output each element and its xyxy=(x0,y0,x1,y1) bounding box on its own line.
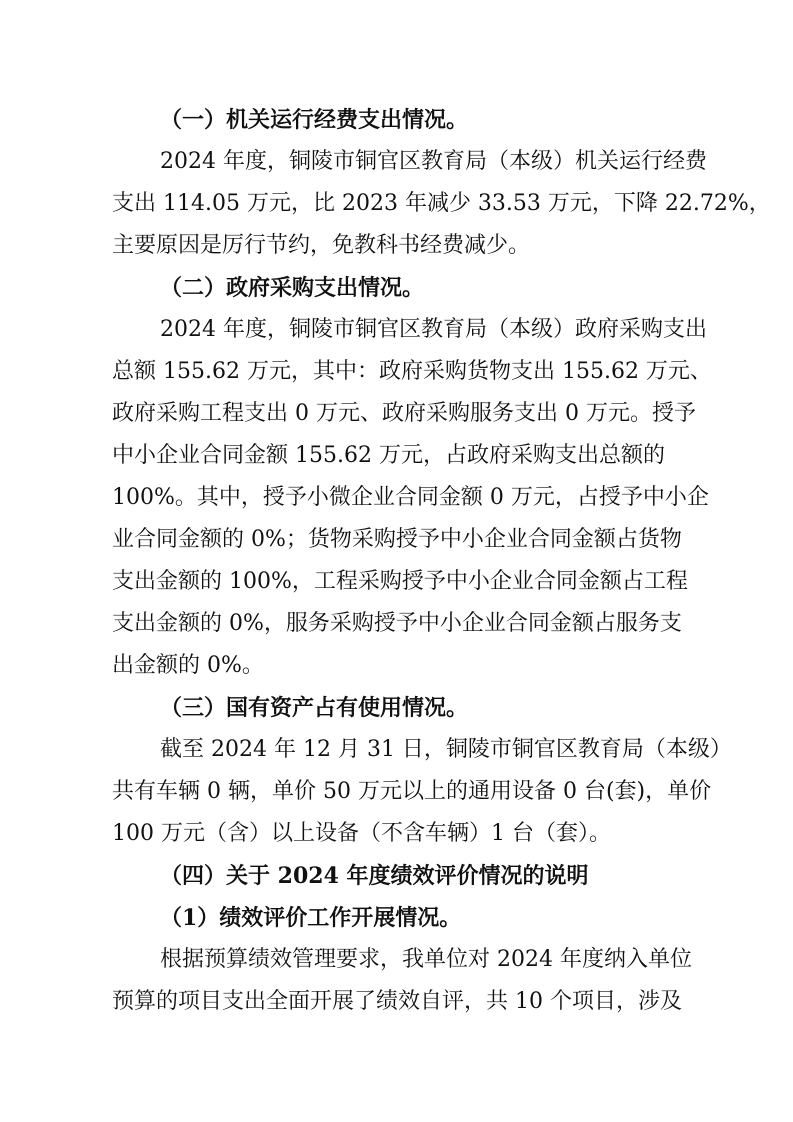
paragraph-line: 2024 年度，铜陵市铜官区教育局（本级）政府采购支出 xyxy=(160,317,707,342)
paragraph-line: 100 万元（含）以上设备（不含车辆）1 台（套）。 xyxy=(112,821,611,846)
paragraph-line: 支出 114.05 万元，比 2023 年减少 33.53 万元，下降 22.72%， xyxy=(112,191,771,216)
section-heading-1: （一）机关运行经费支出情况。 xyxy=(160,107,469,133)
paragraph-line: 中小企业合同金额 155.62 万元，占政府采购支出总额的 xyxy=(112,443,665,468)
paragraph-line: 2024 年度，铜陵市铜官区教育局（本级）机关运行经费 xyxy=(160,149,707,174)
section-heading-3: （三）国有资产占有使用情况。 xyxy=(160,695,469,721)
paragraph-line: 支出金额的 100%，工程采购授予中小企业合同金额占工程 xyxy=(112,569,688,594)
paragraph-line: 业合同金额的 0%；货物采购授予中小企业合同金额占货物 xyxy=(112,527,682,552)
paragraph-line: 支出金额的 0%，服务采购授予中小企业合同金额占服务支 xyxy=(112,611,682,636)
paragraph-line: 主要原因是厉行节约，免教科书经费减少。 xyxy=(112,233,531,258)
paragraph-line: 总额 155.62 万元，其中：政府采购货物支出 155.62 万元、 xyxy=(112,359,712,384)
paragraph-line: 100%。其中，授予小微企业合同金额 0 万元，占授予中小企 xyxy=(112,485,709,510)
section-heading-4: （四）关于 2024 年度绩效评价情况的说明 xyxy=(160,863,589,889)
subsection-heading-1: （1）绩效评价工作开展情况。 xyxy=(160,905,462,931)
paragraph-line: 共有车辆 0 辆，单价 50 万元以上的通用设备 0 台(套)，单价 xyxy=(112,779,712,804)
paragraph-line: 截至 2024 年 12 月 31 日，铜陵市铜官区教育局（本级） xyxy=(160,737,732,762)
paragraph-line: 根据预算绩效管理要求，我单位对 2024 年度纳入单位 xyxy=(160,947,692,972)
paragraph-line: 出金额的 0%。 xyxy=(112,653,264,678)
section-heading-2: （二）政府采购支出情况。 xyxy=(160,275,425,301)
paragraph-line: 预算的项目支出全面开展了绩效自评，共 10 个项目，涉及 xyxy=(112,989,682,1014)
paragraph-line: 政府采购工程支出 0 万元、政府采购服务支出 0 万元。授予 xyxy=(112,401,696,426)
